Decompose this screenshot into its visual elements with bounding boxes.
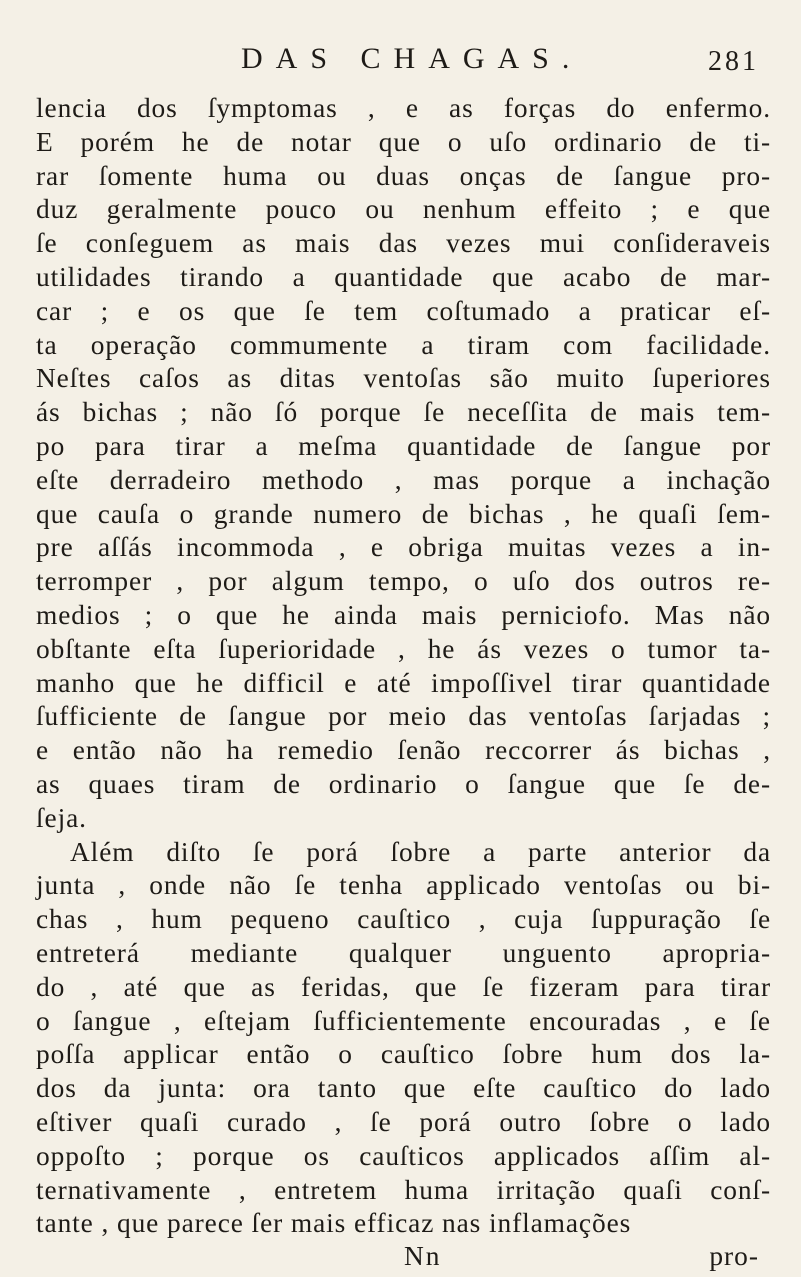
page-number: 281 (708, 46, 759, 77)
text-line: junta , onde não ſe tenha applicado ventoſas ou bi- (36, 870, 771, 901)
page-footer (36, 1241, 771, 1277)
body-text (36, 92, 771, 1241)
text-line: car ; e os que ſe tem coſtumado a praticar eſ- (36, 295, 771, 326)
text-line: entreterá mediante qualquer unguento apropria- (36, 937, 771, 968)
catchword: pro- (709, 1241, 759, 1272)
text-line: que cauſa o grande numero de bichas , he quaſi ſem- (36, 498, 771, 529)
text-line: rar ſomente huma ou duas onças de ſangue pro- (36, 160, 771, 191)
text-line: as quaes tiram de ordinario o ſangue que ſe de- (36, 768, 771, 799)
text-line: tante , que parece ſer mais efficaz nas inflamações (36, 1208, 632, 1239)
text-line: terromper , por algum tempo, o uſo dos outros re- (36, 566, 771, 597)
text-line: ſufficiente de ſangue por meio das ventoſas ſarjadas ; (36, 701, 771, 732)
text-line: oppoſto ; porque os cauſticos applicados aſſim al- (36, 1140, 771, 1171)
text-line: pre aſſás incommoda , e obriga muitas vezes a in- (36, 532, 771, 563)
text-line: lencia dos ſymptomas , e as forças do enfermo. (36, 93, 771, 123)
text-line: ás bichas ; não ſó porque ſe neceſſita de mais tem- (36, 397, 771, 428)
text-line: Além diſto ſe porá ſobre a parte anterior da (70, 836, 771, 867)
text-line: eſtiver quaſi curado , ſe porá outro ſobre o lado (36, 1106, 771, 1137)
signature-mark: Nn (404, 1241, 442, 1272)
running-title: DAS CHAGAS. (241, 42, 583, 75)
text-line: ſeja. (36, 802, 87, 833)
text-line: ta operação commumente a tiram com facilidade. (36, 329, 771, 360)
text-line: do , até que as feridas, que ſe fizeram para tirar (36, 971, 771, 1002)
page-header (36, 42, 771, 92)
text-line: ſe conſeguem as mais das vezes mui conſideraveis (36, 228, 771, 259)
text-line: eſte derradeiro methodo , mas porque a inchação (36, 464, 771, 495)
text-line: manho que he difficil e até impoſſivel tirar quantidade (36, 667, 771, 698)
text-line: e então não ha remedio ſenão reccorrer ás bichas , (36, 735, 771, 766)
text-line: chas , hum pequeno cauſtico , cuja ſuppuração ſe (36, 904, 771, 935)
text-line: obſtante eſta ſuperioridade , he ás vezes o tumor ta- (36, 633, 771, 664)
text-line: E porém he de notar que o uſo ordinario de ti- (36, 126, 771, 157)
text-line: po para tirar a meſma quantidade de ſangue por (36, 430, 771, 461)
text-line: dos da junta: ora tanto que eſte cauſtico do lado (36, 1073, 771, 1104)
text-line: medios ; o que he ainda mais perniciofo. Mas não (36, 599, 771, 630)
text-line: duz geralmente pouco ou nenhum effeito ; e que (36, 194, 771, 225)
text-line: Neſtes caſos as ditas ventoſas são muito ſuperiores (36, 363, 771, 394)
text-line: utilidades tirando a quantidade que acabo de mar- (36, 261, 771, 292)
text-line: poſſa applicar então o cauſtico ſobre hum dos la- (36, 1039, 771, 1070)
text-line: ternativamente , entretem huma irritação quaſi conſ- (36, 1174, 771, 1205)
text-line: o ſangue , eſtejam ſufficientemente encouradas , e ſe (36, 1005, 771, 1036)
